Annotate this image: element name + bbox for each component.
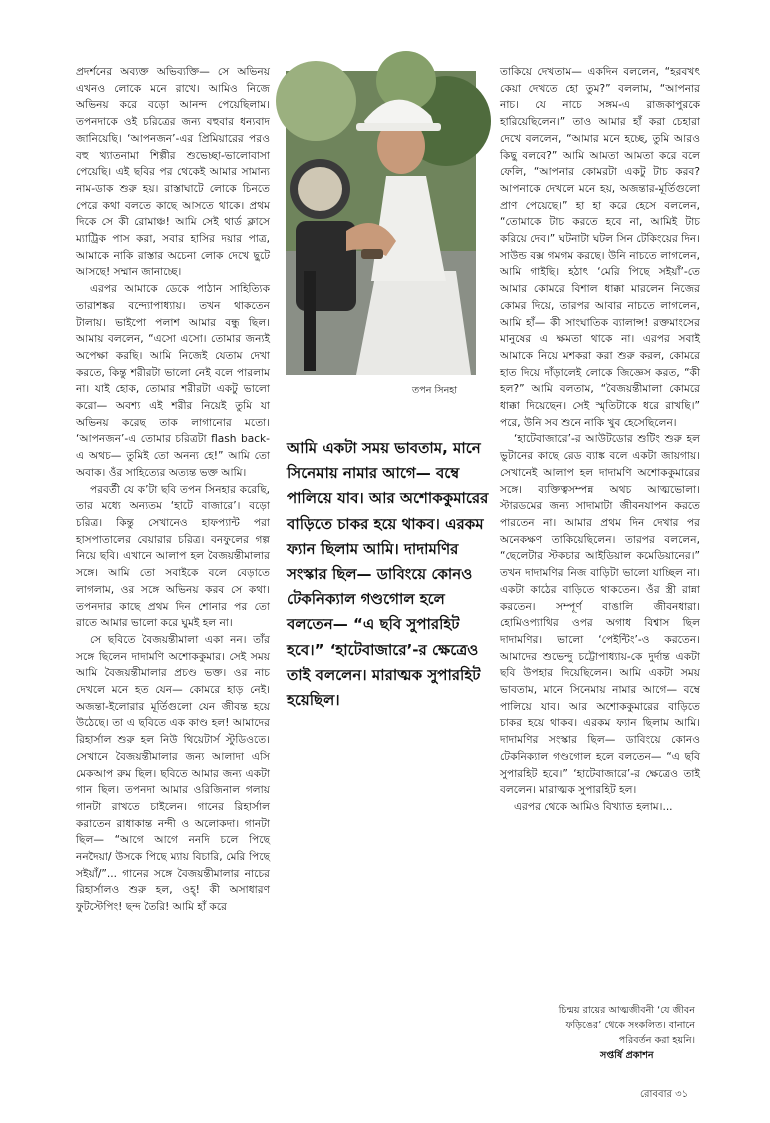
paragraph: এরপর আমাকে ডেকে পাঠান সাহিত্যিক তারাশঙ্কর বন্দ্যোপাধ্যায়। তখন থাকতেন টালায়। ভাইপো পলাশ আমার বন্ধু ছিল। আমায় বললেন, “এসো এসো। তোমার জন্যই অপেক্ষা করছি। আমি নিজেই যেতাম দেখা করতে, কিন্তু শরীরটা ভালো নেই বলে পারলাম না। যাই হোক, তোমার শরীরটা একটু ভালো করো— অবশ্য এই শরীর নিয়েই তুমি যা অভিনয় করেছ তাক লাগানোর মতো। ‘আপনজন’-এ তোমার চরিত্রটা flash back-এ অথচ— তুমিই তো অনন্য হে!” আমি তো অবাক। ওঁর সাহিত্যের অত্যন্ত ভক্ত আমি।: [76, 283, 270, 479]
photo-caption: তপন সিনহা: [412, 385, 458, 396]
source-note: [545, 1003, 695, 1048]
paragraph: পরবর্তী যে ক’টা ছবি তপন সিনহার করেছি, তার মধ্যে অন্যতম ‘হাটে বাজারে’। বড়ো চরিত্র। কিন্তু সেখানেও হাফপ্যান্ট পরা হাসপাতালের বেয়ারার চরিত্র। বনফুলের গল্প নিয়ে ছবি। এখানে আলাপ হল বৈজয়ন্তীমালার সঙ্গে। আমি তো সবাইকে বলে বেড়াতে লাগলাম, ওর সঙ্গে অভিনয় করব সে কথা। তপনদার কাছে প্রথম দিন শোনার পর তো রাতে আমার ভালো করে ঘুমই হল না।: [76, 483, 270, 630]
paragraph: ‘হাটেবাজারে’-র আউটডোর শুটিং শুরু হল ভুটানের কাছে রেড ব্যাঙ্ক বলে একটা জায়গায়। সেখানেই আলাপ হল দাদামণি অশোককুমারের সঙ্গে। ব্যক্তিত্বসম্পন্ন অথচ আত্মভোলা। স্টারডমের জন্য সাদামাটা জীবনযাপন করতে পারতেন না। আমার প্রথম দিন দেখার পর অনেকক্ষণ তাকিয়েছিলেন। তারপর বললেন, “ছেলেটার স্টকচার আইডিয়াল কমেডিয়ানের।” তখন দাদামণির নিজ বাড়িটা ভালো যাচ্ছিল না। একটা কাঠের বাড়িতে থাকতেন। ওঁর স্ত্রী রান্না করতেন। সম্পূর্ণ বাঙালি জীবনধারা। হোমিওপ্যাথির ওপর অগাধ বিশ্বাস ছিল দাদামণির। ভালো ‘পেইন্টিং’-ও করতেন। আমাদের শুভেন্দু চট্টোপাধ্যায়-কে দুর্দান্ত একটা ছবি উপহার দিয়েছিলেন। আমি একটা সময় ভাবতাম, মানে সিনেমায় নামার আগে— বম্বে পালিয়ে যাব। আর অশোককুমারের বাড়িতে চাকর হয়ে থাকব। এরকম ফ্যান ছিলাম আমি। দাদামণির সংস্কার ছিল— ডাবিংয়ে কোনও টেকনিক্যাল গণ্ডগোল হলে বলতেন— “এ ছবি সুপারহিট হবে।” ‘হাটেবাজারে’-র ক্ষেত্রেও তাই বললেন। মারাত্মক সুপারহিট হল।: [500, 433, 700, 797]
publisher-credit: সপ্তর্ষি প্রকাশন: [600, 1050, 654, 1061]
source-note-text: চিন্ময় রায়ের আত্মজীবনী ‘যে জীবন ফড়িঙের’ থেকে সংকলিত। বানানে পরিবর্তন করা হয়নি।: [558, 1005, 695, 1046]
pull-quote-text: আমি একটা সময় ভাবতাম, মানে সিনেমায় নামার আগে— বম্বে পালিয়ে যাব। আর অশোককুমারের বাড়িতে চাকর হয়ে থাকব। এরকম ফ্যান ছিলাম আমি। দাদামণির সংস্কার ছিল— ডাবিংয়ে কোনও টেকনিক্যাল গণ্ডগোল হলে বলতেন— “এ ছবি সুপারহিট হবে।” ‘হাটেবাজারে’-র ক্ষেত্রেও তাই বললেন। মারাত্মক সুপারহিট হয়েছিল।: [287, 439, 489, 710]
paragraph: এরপর থেকে আমিও বিখ্যাত হলাম।...: [514, 800, 673, 813]
paragraph: সে ছবিতে বৈজয়ন্তীমালা একা নন। তাঁর সঙ্গে ছিলেন দাদামণি অশোককুমার। সেই সময় আমি বৈজয়ন্তীমালার প্রচণ্ড ভক্ত। ওর নাচ দেখলে মনে হত যেন— কোমরে হাড় নেই। অজন্তা-ইলোরার মূর্তিগুলো যেন জীবন্ত হয়ে উঠেছে। তা এ ছবিতে এক কাণ্ড হল! আমাদের রিহার্সাল শুরু হল নিউ থিয়েটার্স স্টুডিওতে। সেখানে বৈজয়ন্তীমালার জন্য আলাদা এসি মেকআপ রুম ছিল। ছবিতে আমার জন্য একটা গান ছিল। তপনদা আমার ওরিজিনাল গলায় গানটা রাখতে চাইলেন। গানের রিহার্সাল করাতেন রাধাকান্ত নন্দী ও অলোকদা। গানটা ছিল— “আগে আগে ননদি চলে পিছে ননদৈয়া/ উসকে পিছে ম্যায় বিচারি, মেরি পিছে সইয়াঁ/”... গানের সঙ্গে বৈজয়ন্তীমালার নাচের রিহার্সালও শুরু হল, ওহ্! কী অসাধারণ ফুটস্টেপিং! ছন্দ তৈরি! আমি হাঁ করে: [76, 633, 270, 914]
photo-tapan-sinha: [286, 71, 476, 375]
photo-illustration: [286, 71, 476, 375]
page-footer: রোববার ৩১: [640, 1089, 689, 1100]
paragraph: প্রদর্শনের অব্যক্ত অভিব্যক্তি— সে অভিনয় এখনও লোকে মনে রাখে। আমিও নিজে অভিনয় করে বড়ো আনন্দ পেয়েছিলাম। তপনদাকে ওই চরিত্রের জন্য বহুবার ধন্যবাদ জানিয়েছি। ‘আপনজন’-এর প্রিমিয়ারের পরও বহু খ্যাতনামা শিল্পীর শুভেচ্ছা-ভালোবাসা পেয়েছি। এই ছবির পর থেকেই আমার সামান্য নাম-ডাক শুরু হয়। রাস্তাঘাটে লোকে চিনতে পেরে কথা বলতে কাছে আসতে থাকে। প্রথম দিকে সে কী রোমাঞ্চ! আমি সেই থার্ড ক্লাসে ম্যাট্রিক পাস করা, সবার হাসির দয়ার পাত্র, আমাকে নাকি রাস্তার অচেনা লোক দেখে ছুটে আসছে! সম্মান জানাচ্ছে।: [76, 66, 270, 279]
paragraph: তাকিয়ে দেখতাম— একদিন বললেন, “হরবখৎ কেয়া দেখতে হো তুম?” বললাম, “আপনার নাচ। যে নাচে সঙ্গম-এ রাজকাপুরকে হারিয়েছিলেন।” তাও আমার হাঁ করা চেহারা দেখে বললেন, “আমার মনে হচ্ছে, তুমি আরও কিছু বলবে?” আমি আমতা আমতা করে বলে ফেলি, “আপনার কোমরটা একটু টাচ করব? আপনাকে দেখলে মনে হয়, অজন্তার-মূর্তিগুলো প্রাণ পেয়েছে।” হা হা করে হেসে বললেন, “তোমাকে টাচ করতে হবে না, আমিই টাচ করিয়ে দেব।” ঘটনাটা ঘটল সিন টেকিংয়ের দিন। সাউন্ড বক্স গমগম করছে। উনি নাচতে লাগলেন, আমি গাইছি। হঠাৎ ‘মেরি পিছে সইয়াঁ’-তে আমার কোমরে বিশাল ধাক্কা মারলেন নিজের কোমর দিয়ে, তারপর আবার নাচতে লাগলেন, আমি হাঁ— কী সাংঘাতিক ব্যালান্স! রক্তমাংসের মানুষের এ ক্ষমতা থাকে না। এরপর সবাই আমাকে নিয়ে মশকরা করা শুরু করল, কোমরে হাত দিয়ে দাঁড়ালেই লোকে জিজ্ঞেস করত, “কী হল?” আমি বলতাম, “বৈজয়ন্তীমালা কোমরে ধাক্কা দিয়েছেন। সেই স্মৃতিটাকে ধরে রাখছি।” পরে, উনি সব শুনে নাকি খুব হেসেছিলেন।: [500, 66, 700, 429]
pull-quote: [287, 436, 493, 713]
right-text-column: [500, 64, 700, 813]
left-text-column: [76, 64, 270, 994]
